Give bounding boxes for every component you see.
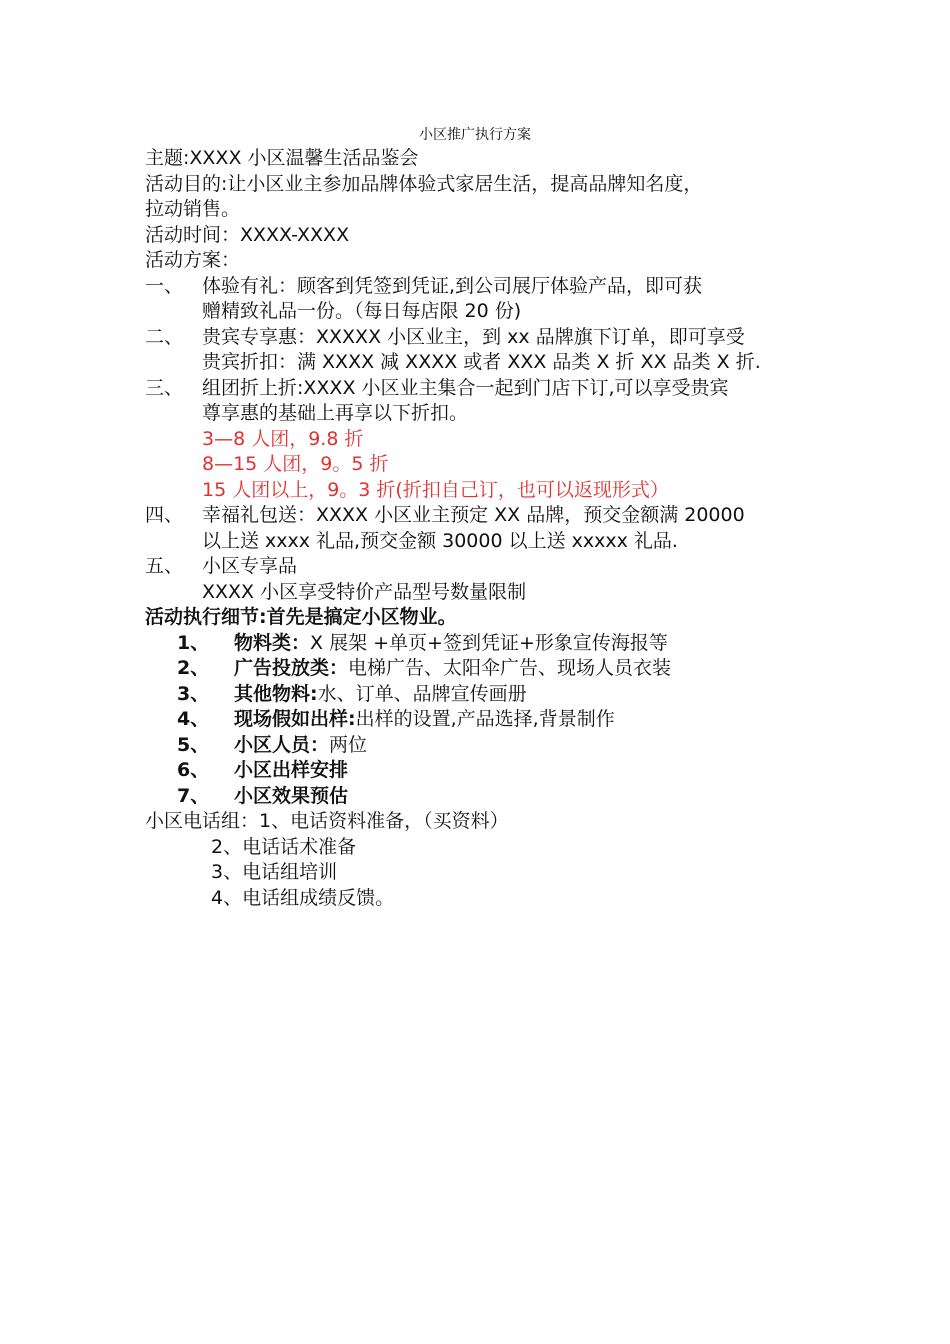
exec-number: 7、 <box>177 784 210 807</box>
exec-number: 2、 <box>177 657 210 679</box>
phone-group-item: 2、电话话术准备 <box>211 835 357 858</box>
plan-item-4 <box>145 503 825 554</box>
plan-number: 二、 <box>145 325 184 348</box>
exec-item-5 <box>145 733 825 759</box>
plan-text-line: 组团折上折:XXXX 小区业主集合一起到门店下订,可以享受贵宾 <box>202 376 729 399</box>
group-discount-line: 15 人团以上，9。3 折(折扣自己订，也可以返现形式） <box>202 478 669 501</box>
plan-item-2 <box>145 325 825 376</box>
exec-number: 6、 <box>177 759 210 781</box>
exec-text: 出样的设置,产品选择,背景制作 <box>355 708 615 730</box>
exec-number: 3、 <box>177 682 210 705</box>
exec-item-2 <box>145 656 825 682</box>
plan-number: 五、 <box>145 555 184 577</box>
plan-text <box>202 274 702 325</box>
exec-label: 小区效果预估 <box>234 784 349 807</box>
time-line: 活动时间：XXXX-XXXX <box>145 223 350 246</box>
exec-number: 4、 <box>177 708 210 730</box>
plan-text-line: 贵宾折扣：满 XXXX 减 XXXX 或者 XXX 品类 X 折 XX 品类 X 折. <box>202 351 761 373</box>
plan-5-detail: XXXX 小区享受特价产品型号数量限制 <box>202 580 527 603</box>
plan-item-1 <box>145 274 825 325</box>
phone-group-line: 小区电话组：1、电话资料准备，（买资料） <box>145 810 509 832</box>
exec-number: 1、 <box>177 631 210 654</box>
plan-text <box>202 503 745 554</box>
plan-text-line: 尊享惠的基础上再享以下折扣。 <box>202 402 469 424</box>
exec-label: 其他物料: <box>234 682 318 705</box>
exec-text: X 展架 +单页+签到凭证+形象宣传海报等 <box>310 631 668 654</box>
plan-item-3 <box>145 376 825 427</box>
plan-number: 四、 <box>145 504 184 526</box>
plan-number: 三、 <box>145 376 184 399</box>
plan-number: 一、 <box>145 274 184 297</box>
plan-text <box>202 376 729 427</box>
exec-label: 现场假如出样: <box>234 708 356 730</box>
phone-group-item: 4、电话组成绩反馈。 <box>211 886 395 909</box>
plan-text-line: 以上送 xxxx 礼品,预交金额 30000 以上送 xxxxx 礼品. <box>202 529 678 552</box>
exec-heading: 活动执行细节:首先是搞定小区物业。 <box>145 606 457 628</box>
plan-text-line: 体验有礼：顾客到凭签到凭证,到公司展厅体验产品，即可获 <box>202 274 703 297</box>
exec-number: 5、 <box>177 733 210 756</box>
plan-item-5 <box>145 554 825 580</box>
plan-text <box>202 325 761 376</box>
exec-label: 物料类： <box>234 631 311 654</box>
phone-group-item: 3、电话组培训 <box>211 861 338 883</box>
purpose-line-1: 活动目的:让小区业主参加品牌体验式家居生活，提高品牌知名度， <box>145 172 703 195</box>
plan-text-line: 幸福礼包送：XXXX 小区业主预定 XX 品牌，预交金额满 20000 <box>202 504 745 526</box>
exec-item-1 <box>145 631 825 657</box>
exec-item-3 <box>145 682 825 708</box>
plan-heading: 活动方案： <box>145 249 241 271</box>
exec-item-7 <box>145 784 825 810</box>
plan-text-line: 小区专享品 <box>202 555 298 577</box>
exec-item-6 <box>145 758 825 784</box>
theme-line: 主题:XXXX 小区温馨生活品鉴会 <box>145 147 419 169</box>
exec-label: 广告投放类： <box>234 657 349 679</box>
document-body <box>145 146 825 911</box>
group-discount-line: 3—8 人团，9.8 折 <box>202 427 364 450</box>
purpose-line-2: 拉动销售。 <box>145 198 241 220</box>
plan-text-line: 赠精致礼品一份。（每日每店限 20 份) <box>202 300 522 322</box>
group-discount-line: 8—15 人团，9。5 折 <box>202 453 389 475</box>
exec-text: 两位 <box>329 733 368 756</box>
plan-text-line: 贵宾专享惠：XXXXX 小区业主，到 xx 品牌旗下订单，即可享受 <box>202 325 745 348</box>
exec-text: 水、订单、品牌宣传画册 <box>317 682 527 705</box>
exec-text: 电梯广告、太阳伞广告、现场人员衣装 <box>348 657 672 679</box>
exec-label: 小区出样安排 <box>234 759 349 781</box>
document-title: 小区推广执行方案 <box>419 127 531 143</box>
exec-label: 小区人员： <box>234 733 330 756</box>
exec-item-4 <box>145 707 825 733</box>
